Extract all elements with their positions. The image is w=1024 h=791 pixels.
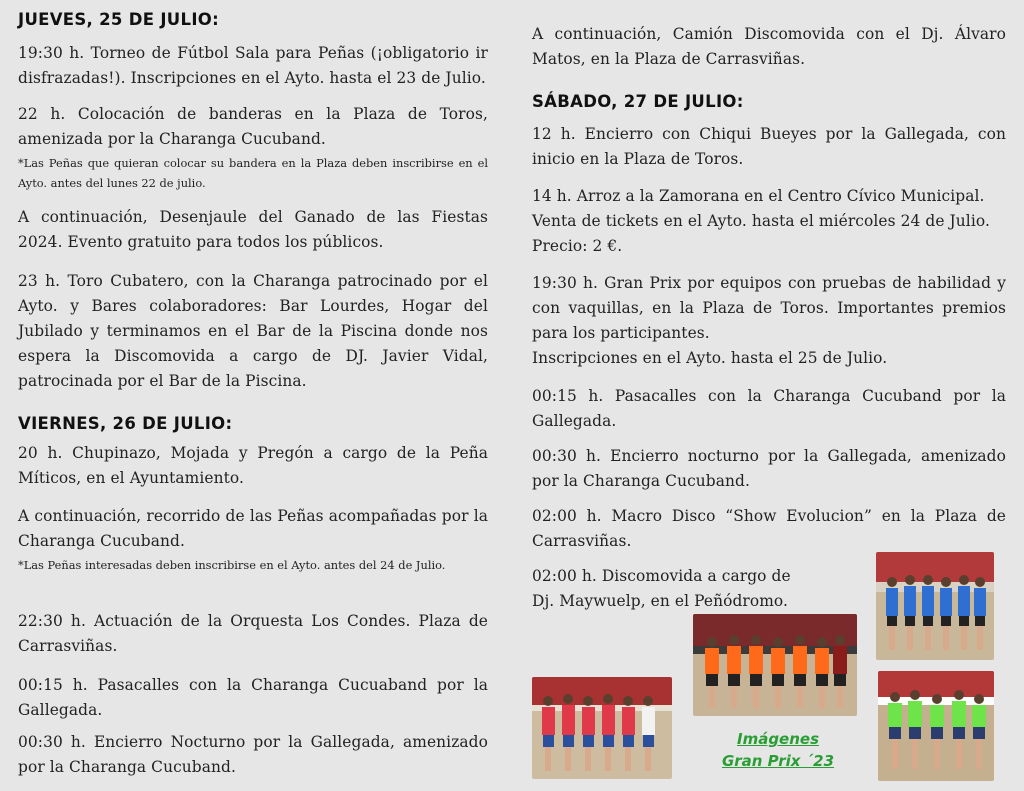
heading-friday: VIERNES, 26 DE JULIO: [18, 414, 233, 433]
event-recorrido: A continuación, recorrido de las Peñas acompañadas por la Charanga Cucuband. [18, 507, 488, 550]
photo-team-green [878, 671, 994, 781]
event-macro-disco: 02:00 h. Macro Disco “Show Evolucion” en la Plaza de Carrasviñas. [532, 507, 1006, 550]
event-football-tournament: 19:30 h. Torneo de Fútbol Sala para Peñas (¡obligatorio ir disfrazadas!). Inscripciones en el Ayto. hasta el 23 de Julio. [18, 44, 488, 87]
event-desenjaule: A continuación, Desenjaule del Ganado de las Fiestas 2024. Evento gratuito para todos los públicos. [18, 208, 488, 251]
event-discomovida-line1: 02:00 h. Discomovida a cargo de [532, 567, 791, 585]
caption-line1: Imágenes [736, 730, 820, 748]
event-precio: Precio: 2 €. [532, 237, 623, 255]
event-flags: 22 h. Colocación de banderas en la Plaza de Toros, amenizada por la Charanga Cucuband. [18, 105, 488, 148]
event-encierro-nocturno-saturday: 00:30 h. Encierro nocturno por la Gallegada, amenizado por la Charanga Cucuband. [532, 447, 1006, 490]
event-gran-prix-inscripciones: Inscripciones en el Ayto. hasta el 25 de Julio. [532, 349, 888, 367]
photo-caption [698, 728, 858, 772]
event-camion-discomovida: A continuación, Camión Discomovida con el Dj. Álvaro Matos, en la Plaza de Carrasviñas. [532, 25, 1006, 68]
event-pasacalles-saturday: 00:15 h. Pasacalles con la Charanga Cucuband por la Gallegada. [532, 387, 1006, 430]
event-gran-prix: 19:30 h. Gran Prix por equipos con pruebas de habilidad y con vaquillas, en la Plaza de Toros. Importantes premios para los participantes. [532, 274, 1006, 342]
event-chupinazo: 20 h. Chupinazo, Mojada y Pregón a cargo de la Peña Míticos, en el Ayuntamiento. [18, 444, 488, 487]
event-toro-cubatero: 23 h. Toro Cubatero, con la Charanga patrocinado por el Ayto. y Bares colaboradores: Bar Lourdes, Hogar del Jubilado y terminamos en el Bar de la Piscina donde nos espera la Discomovida a cargo de DJ. Javier Vidal, patrocinada por el Bar de la Piscina. [18, 272, 488, 390]
heading-thursday: JUEVES, 25 DE JULIO: [18, 10, 219, 29]
heading-saturday: SÁBADO, 27 DE JULIO: [532, 92, 744, 111]
caption-line2: Gran Prix ´23 [721, 752, 835, 770]
photo-team-orange [693, 614, 857, 716]
event-arroz: 14 h. Arroz a la Zamorana en el Centro Cívico Municipal. [532, 187, 985, 205]
photo-team-blue [876, 552, 994, 660]
event-encierro-friday: 00:30 h. Encierro Nocturno por la Gallegada, amenizado por la Charanga Cucuband. [18, 733, 488, 776]
event-orquesta: 22:30 h. Actuación de la Orquesta Los Condes. Plaza de Carrasviñas. [18, 612, 488, 655]
event-tickets: Venta de tickets en el Ayto. hasta el miércoles 24 de Julio. [532, 212, 990, 230]
event-pasacalles-friday: 00:15 h. Pasacalles con la Charanga Cucuaband por la Gallegada. [18, 676, 488, 719]
photo-team-red [532, 677, 672, 779]
note-flags: *Las Peñas que quieran colocar su bandera en la Plaza deben inscribirse en el Ayto. antes del lunes 22 de julio. [18, 156, 488, 190]
note-penas: *Las Peñas interesadas deben inscribirse en el Ayto. antes del 24 de Julio. [18, 558, 446, 572]
event-discomovida-line2: Dj. Maywuelp, en el Peñódromo. [532, 592, 789, 610]
event-encierro-chiqui: 12 h. Encierro con Chiqui Bueyes por la Gallegada, con inicio en la Plaza de Toros. [532, 125, 1006, 168]
